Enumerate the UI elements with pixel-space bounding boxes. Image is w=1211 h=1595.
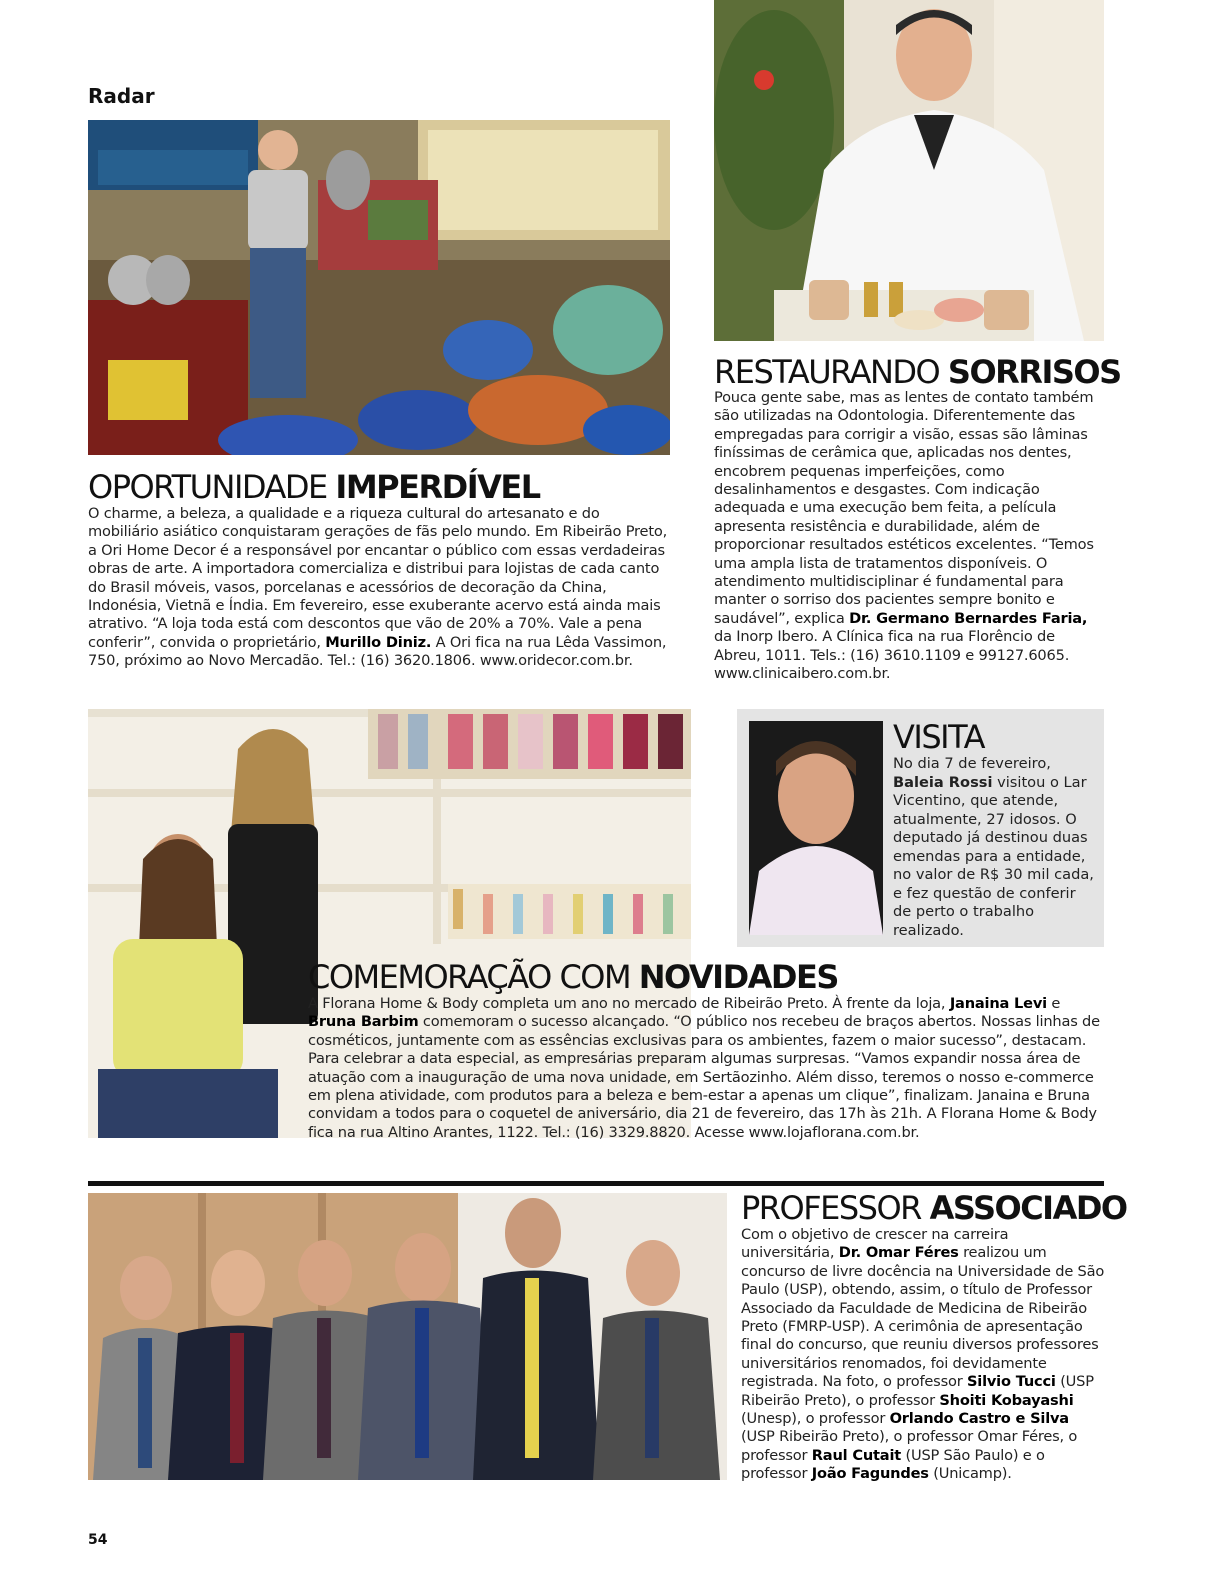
headline-visita: VISITA: [893, 718, 985, 756]
photo-store-owner: [88, 120, 670, 455]
photo-baleia-rossi: [749, 721, 883, 935]
section-divider: [88, 1181, 1104, 1186]
section-label: Radar: [88, 84, 155, 108]
article-visita-body: No dia 7 de fevereiro, Baleia Rossi visitou o Lar Vicentino, que atende, atualmente, 27 idosos. O deputado já destinou duas emendas para a entidade, no valor de R$ 30 mil cada, e fez questão de conferir de perto o trabalho realizado.: [893, 755, 1094, 939]
headline-oportunidade: OPORTUNIDADE IMPERDÍVEL: [88, 468, 540, 506]
headline-restaurando: RESTAURANDO SORRISOS: [714, 353, 1121, 391]
headline-professor: PROFESSOR ASSOCIADO: [741, 1189, 1127, 1227]
article-professor-body: Com o objetivo de crescer na carreira universitária, Dr. Omar Féres realizou um concurso de livre docência na Universidade de São Paulo (USP), obtendo, assim, o título de Professor Associado da Faculdade de Medicina de Ribeirão Preto (FMRP-USP). A cerimônia de apresentação final do concurso, que reuniu diversos professores universitários renomados, foi devidamente registrada. Na foto, o professor Silvio Tucci (USP Ribeirão Preto), o professor Shoiti Kobayashi (Unesp), o professor Orlando Castro e Silva (USP Ribeirão Preto), o professor Omar Féres, o professor Raul Cutait (USP São Paulo) e o professor João Fagundes (Unicamp).: [741, 1226, 1105, 1483]
page-number: 54: [88, 1532, 108, 1548]
photo-dentist: [714, 0, 1104, 341]
photo-professors-group: [88, 1193, 727, 1480]
article-restaurando-body: Pouca gente sabe, mas as lentes de contato também são utilizadas na Odontologia. Diferentemente das empregadas para corrigir a visão, essas são lâminas finíssimas de cerâmica que, aplicadas nos dentes, encobrem pequenas imperfeições, como desalinhamentos e desgastes. Com indicação adequada e uma execução bem feita, a película apresenta resistência e durabilidade, além de proporcionar resultados estéticos excelentes. “Temos uma ampla lista de tratamentos disponíveis. O atendimento multidisciplinar é fundamental para manter o sorriso dos pacientes sempre bonito e saudável”, explica Dr. Germano Bernardes Faria, da Inorp Ibero. A Clínica fica na rua Florêncio de Abreu, 1011. Tels.: (16) 3610.1109 e 99127.6065. www.clinicaibero.com.br.: [714, 389, 1094, 683]
article-oportunidade-body: O charme, a beleza, a qualidade e a riqueza cultural do artesanato e do mobiliário asiático conquistaram gerações de fãs pelo mundo. Em Ribeirão Preto, a Ori Home Decor é a responsável por encantar o público com essas verdadeiras obras de arte. A importadora comercializa e distribui para lojistas de cada canto do Brasil móveis, vasos, porcelanas e acessórios de decoração da China, Indonésia, Vietnã e Índia. Em fevereiro, esse exuberante acervo está ainda mais atrativo. “A loja toda está com descontos que vão de 20% a 70%. Vale a pena conferir”, convida o proprietário, Murillo Diniz. A Ori fica na rua Lêda Vassimon, 750, próximo ao Novo Mercadão. Tel.: (16) 3620.1806. www.oridecor.com.br.: [88, 505, 668, 670]
headline-comemoracao: COMEMORAÇÃO COM NOVIDADES: [308, 958, 838, 996]
article-comemoracao-body: A Florana Home & Body completa um ano no mercado de Ribeirão Preto. À frente da loja, Janaina Levi e Bruna Barbim comemoram o sucesso alcançado. “O público nos recebeu de braços abertos. Nossas linhas de cosméticos, juntamente com as essências exclusivas para os ambientes, fazem o maior sucesso”, destacam. Para celebrar a data especial, as empresárias preparam algumas surpresas. “Vamos expandir nossa área de atuação com a inauguração de uma nova unidade, em Sertãozinho. Além disso, teremos o nosso e-commerce em plena atividade, com produtos para a beleza e bem-estar a apenas um clique”, finalizam. Janaina e Bruna convidam a todos para o coquetel de aniversário, dia 21 de fevereiro, das 17h às 21h. A Florana Home & Body fica na rua Altino Arantes, 1122. Tel.: (16) 3329.8820. Acesse www.lojaflorana.com.br.: [308, 995, 1100, 1141]
